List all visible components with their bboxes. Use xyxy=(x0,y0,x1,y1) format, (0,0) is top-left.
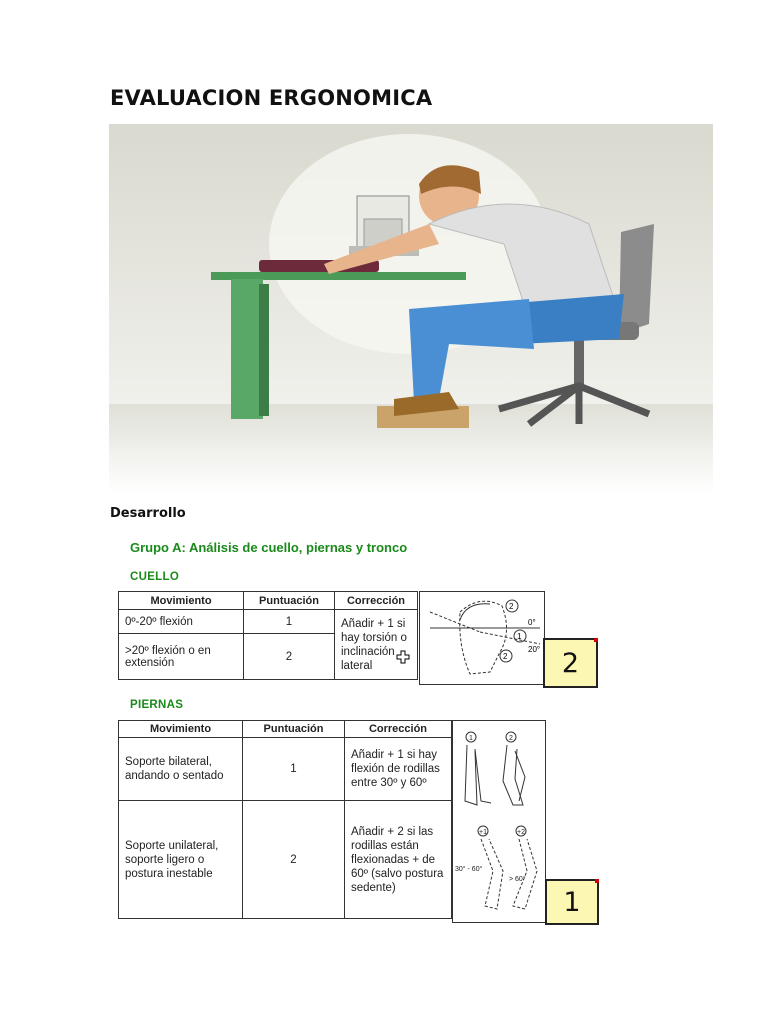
cuello-table xyxy=(118,591,418,680)
col-puntuacion: Puntuación xyxy=(243,721,345,738)
cell-movimiento: Soporte unilateral, soporte ligero o postura inestable xyxy=(119,801,243,919)
cell-puntuacion: 1 xyxy=(243,738,345,801)
figure-label: +2 xyxy=(517,829,525,836)
piernas-score-box: 1 xyxy=(545,879,599,925)
table-row xyxy=(119,801,452,919)
table-row xyxy=(119,610,418,634)
cell-puntuacion: 2 xyxy=(243,801,345,919)
figure-label: +1 xyxy=(479,829,487,836)
cell-correccion: Añadir + 1 si hay flexión de rodillas entre 30º y 60º xyxy=(345,738,452,801)
cell-puntuacion: 2 xyxy=(244,634,335,680)
zone-label: 1 xyxy=(517,632,522,641)
angle-label: 0° xyxy=(528,618,536,627)
cell-correccion: Añadir + 1 si hay torsión o inclinación lateral xyxy=(335,610,418,680)
angle-label: 20° xyxy=(528,645,541,654)
piernas-table xyxy=(118,720,452,919)
table-row xyxy=(119,738,452,801)
figure-label: 1 xyxy=(469,735,473,742)
cell-puntuacion: 1 xyxy=(244,610,335,634)
legs-posture-figure xyxy=(452,720,546,923)
piernas-heading: PIERNAS xyxy=(130,699,184,711)
col-movimiento: Movimiento xyxy=(119,592,244,610)
cell-correccion: Añadir + 2 si las rodillas están flexionadas + de 60º (salvo postura sedente) xyxy=(345,801,452,919)
cell-movimiento: >20º flexión o en extensión xyxy=(119,634,244,680)
zone-label: 2 xyxy=(509,602,514,611)
col-correccion: Corrección xyxy=(345,721,452,738)
col-correccion: Corrección xyxy=(335,592,418,610)
group-title: Grupo A: Análisis de cuello, piernas y tronco xyxy=(130,540,408,555)
cell-movimiento: Soporte bilateral, andando o sentado xyxy=(119,738,243,801)
move-cursor-icon xyxy=(396,650,410,664)
neck-angles-figure xyxy=(419,591,545,685)
section-label: Desarrollo xyxy=(110,506,186,521)
ergonomic-posture-illustration xyxy=(109,124,713,494)
cuello-heading: CUELLO xyxy=(130,571,180,583)
figure-label: 2 xyxy=(509,735,513,742)
cell-movimiento: 0º-20º flexión xyxy=(119,610,244,634)
col-puntuacion: Puntuación xyxy=(244,592,335,610)
figure-label: 30° - 60° xyxy=(455,866,483,873)
zone-label: 2 xyxy=(503,652,508,661)
cuello-score-box: 2 xyxy=(543,638,598,688)
col-movimiento: Movimiento xyxy=(119,721,243,738)
page-title: EVALUACION ERGONOMICA xyxy=(110,86,433,110)
figure-label: > 60° xyxy=(509,876,526,883)
